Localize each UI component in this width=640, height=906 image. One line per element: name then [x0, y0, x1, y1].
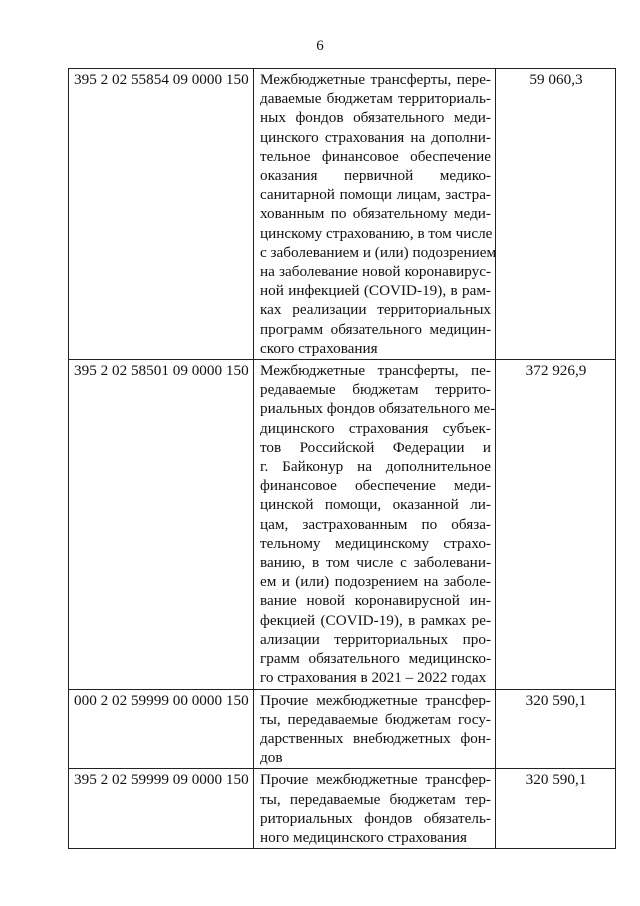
name-line: цинской помощи, оказанной ли- — [260, 496, 491, 514]
amount-cell: 372 926,9 — [496, 360, 616, 689]
name-line: ты, передаваемые бюджетам тер- — [260, 790, 491, 808]
transfer-name-cell — [254, 360, 496, 689]
name-line: санитарной помощи лицам, застра- — [260, 186, 491, 204]
name-line: дов — [260, 749, 283, 767]
name-line: ных фондов обязательного меди- — [260, 109, 491, 127]
name-line: вание новой коронавирусной ин- — [260, 592, 491, 610]
name-line: грамм обязательного медицинско- — [260, 650, 491, 668]
name-line: риториальных фондов обязатель- — [260, 809, 491, 827]
name-line: ванию, в том числе с заболевани- — [260, 554, 491, 572]
name-line: ного медицинского страхования — [260, 828, 467, 846]
name-line: ализации территориальных про- — [260, 630, 491, 648]
name-line: тов Российской Федерации и — [260, 438, 491, 456]
amount-cell: 320 590,1 — [496, 689, 616, 769]
amount-cell: 59 060,3 — [496, 69, 616, 360]
name-line: ты, передаваемые бюджетам госу- — [260, 710, 491, 728]
name-line: цинского страхования на дополни- — [260, 128, 491, 146]
name-line: хованным по обязательному меди- — [260, 205, 491, 223]
name-line: риальных фондов обязательного ме- — [260, 400, 496, 418]
transfer-name-cell — [254, 69, 496, 360]
name-line: ной инфекцией (COVID-19), в рам- — [260, 282, 491, 300]
name-line: цинскому страхованию, в том числе — [260, 224, 493, 242]
table-row — [69, 360, 616, 689]
name-line: с заболеванием и (или) подозрением — [260, 243, 497, 261]
name-line: дарственных внебюджетных фон- — [260, 729, 491, 747]
name-line: ках реализации территориальных — [260, 301, 491, 319]
name-line: оказания первичной медико- — [260, 167, 491, 185]
name-line: редаваемые бюджетам террито- — [260, 381, 491, 399]
budget-code-cell: 395 2 02 55854 09 0000 150 — [69, 69, 254, 360]
name-line: го страхования в 2021 – 2022 годах — [260, 669, 487, 687]
budget-code-cell: 395 2 02 58501 09 0000 150 — [69, 360, 254, 689]
page-number: 6 — [316, 38, 324, 54]
name-line: финансовое обеспечение меди- — [260, 477, 491, 495]
name-line: ского страхования — [260, 339, 378, 357]
name-line: тельному медицинскому страхо- — [260, 534, 491, 552]
budget-code-cell: 000 2 02 59999 00 0000 150 — [69, 689, 254, 769]
transfer-name-cell — [254, 689, 496, 769]
table-row — [69, 69, 616, 360]
table-row — [69, 769, 616, 849]
name-line: дицинского страхования субъек- — [260, 419, 491, 437]
name-line: тельное финансовое обеспечение — [260, 147, 491, 165]
name-line: Межбюджетные трансферты, пере- — [260, 71, 491, 88]
budget-code-cell: 395 2 02 59999 09 0000 150 — [69, 769, 254, 849]
table-row — [69, 689, 616, 769]
name-line: ем и (или) подозрением на заболе- — [260, 573, 491, 591]
name-line: Прочие межбюджетные трансфер- — [260, 691, 491, 709]
name-line: г. Байконур на дополнительное — [260, 458, 491, 476]
name-line: фекцией (COVID-19), в рамках ре- — [260, 611, 491, 629]
name-line: на заболевание новой коронавирус- — [260, 263, 491, 281]
name-line: цам, застрахованным по обяза- — [260, 515, 491, 533]
name-line: даваемые бюджетам территориаль- — [260, 90, 491, 108]
name-line: программ обязательного медицин- — [260, 320, 491, 338]
table-body — [69, 69, 616, 849]
name-line: Прочие межбюджетные трансфер- — [260, 771, 491, 789]
amount-cell: 320 590,1 — [496, 769, 616, 849]
transfer-name-cell — [254, 769, 496, 849]
name-line: Межбюджетные трансферты, пе- — [260, 362, 491, 380]
budget-table — [68, 68, 616, 849]
